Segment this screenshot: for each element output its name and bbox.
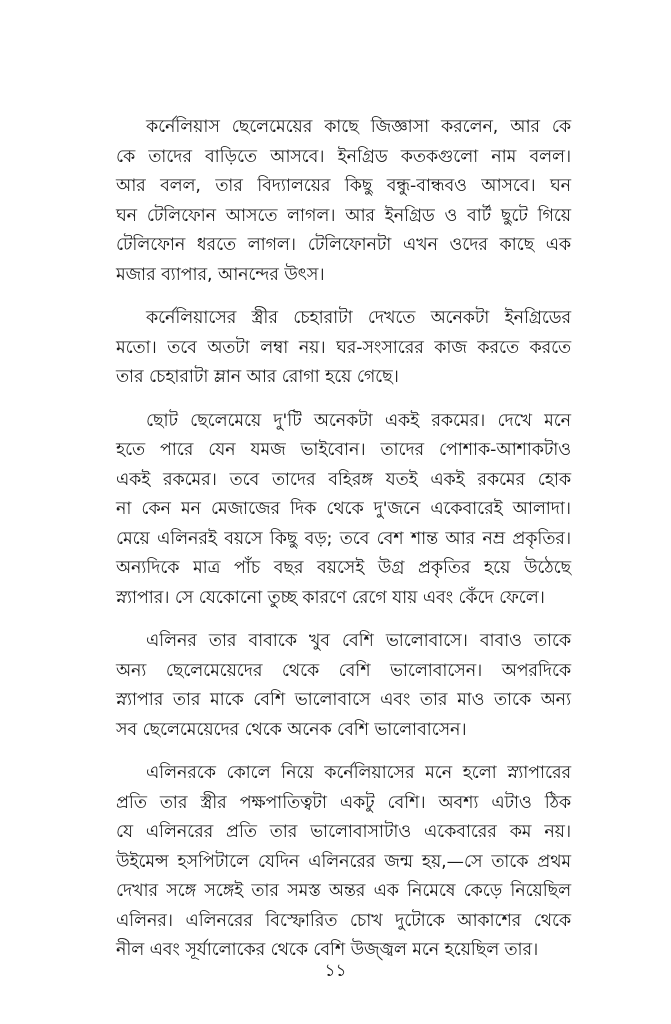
text-line: উইমেন্স হসপিটালে যেদিন এলিনরের জন্ম হয়,—সে তাকে প্রথম — [116, 851, 571, 872]
paragraph-3 — [116, 407, 571, 614]
text-line: কে তাদের বাড়িতে আসবে। ইনগ্রিড কতকগুলো নাম বলল। — [116, 146, 571, 167]
paragraph-2 — [116, 304, 571, 393]
text-line: সব ছেলেমেয়েদের থেকে অনেক বেশি ভালোবাসেন। — [116, 719, 467, 740]
text-line: কর্নেলিয়াসের স্ত্রীর চেহারাটা দেখতে অনেকটা ইনগ্রিডের — [146, 308, 571, 328]
text-line: তার চেহারাটা ম্লান আর রোগা হয়ে গেছে। — [116, 367, 399, 387]
text-line: ছোট ছেলেমেয়ে দু'টি অনেকটা একই রকমের। দেখে মনে — [146, 410, 571, 431]
body-text — [116, 113, 571, 980]
paragraph-5 — [116, 759, 571, 966]
text-line: এলিনর। এলিনরের বিস্ফোরিত চোখ দুটোকে আকাশের থেকে — [116, 910, 571, 931]
text-line: যে এলিনরের প্রতি তার ভালোবাসাটাও একেবারের কম নয়। — [116, 822, 571, 842]
text-line: আর বলল, তার বিদ্যালয়ের কিছু বন্ধু-বান্ধবও আসবে। ঘন — [116, 176, 571, 196]
text-line: মতো। তবে অতটা লম্বা নয়। ঘর-সংসারের কাজ করতে করতে — [116, 337, 571, 358]
text-line: প্রতি তার স্ত্রীর পক্ষপাতিত্বটা একটু বেশি। অবশ্য এটাও ঠিক — [116, 792, 571, 813]
text-line: মেয়ে এলিনরই বয়সে কিছু বড়; তবে বেশ শান্ত আর নম্র প্রকৃতির। — [116, 528, 571, 549]
text-line: স্ন্যাপার। সে যেকোনো তুচ্ছ কারণে রেগে যায় এবং কেঁদে ফেলে। — [116, 587, 545, 608]
page-number: ১১ — [324, 961, 347, 981]
text-line: অন্য ছেলেমেয়েদের থেকে বেশি ভালোবাসেন। অপরদিকে — [116, 660, 571, 681]
text-line: কর্নেলিয়াস ছেলেমেয়ের কাছে জিজ্ঞাসা করলেন, আর কে — [146, 117, 571, 137]
text-line: হতে পারে যেন যমজ ভাইবোন। তাদের পোশাক-আশাকটাও — [116, 440, 571, 460]
paragraph-4 — [116, 627, 571, 745]
text-line: একই রকমের। তবে তাদের বহিরঙ্গ যতই একই রকমের হোক — [116, 469, 571, 490]
text-line: এলিনরকে কোলে নিয়ে কর্নেলিয়াসের মনে হলো স্ন্যাপারের — [146, 763, 571, 783]
text-line: মজার ব্যাপার, আনন্দের উৎস। — [116, 264, 325, 285]
text-line: টেলিফোন ধরতে লাগল। টেলিফোনটা এখন ওদের কাছে এক — [116, 235, 571, 255]
paragraph-1 — [116, 113, 571, 290]
text-line: স্ন্যাপার তার মাকে বেশি ভালোবাসে এবং তার মাও তাকে অন্য — [116, 690, 571, 710]
text-line: নীল এবং সূর্যালোকের থেকে বেশি উজ্জ্বল মনে হয়েছিল তার। — [116, 940, 539, 960]
text-line: দেখার সঙ্গে সঙ্গেই তার সমস্ত অন্তর এক নিমেষে কেড়ে নিয়েছিল — [116, 881, 571, 901]
text-line: অন্যদিকে মাত্র পাঁচ বছর বয়সেই উগ্র প্রকৃতির হয়ে উঠেছে — [116, 558, 571, 578]
text-line: ঘন টেলিফোন আসতে লাগল। আর ইনগ্রিড ও বার্ট ছুটে গিয়ে — [116, 205, 571, 226]
text-line: না কেন মন মেজাজের দিক থেকে দু'জনে একেবারেই আলাদা। — [116, 499, 571, 519]
text-line: এলিনর তার বাবাকে খুব বেশি ভালোবাসে। বাবাও তাকে — [146, 631, 571, 651]
